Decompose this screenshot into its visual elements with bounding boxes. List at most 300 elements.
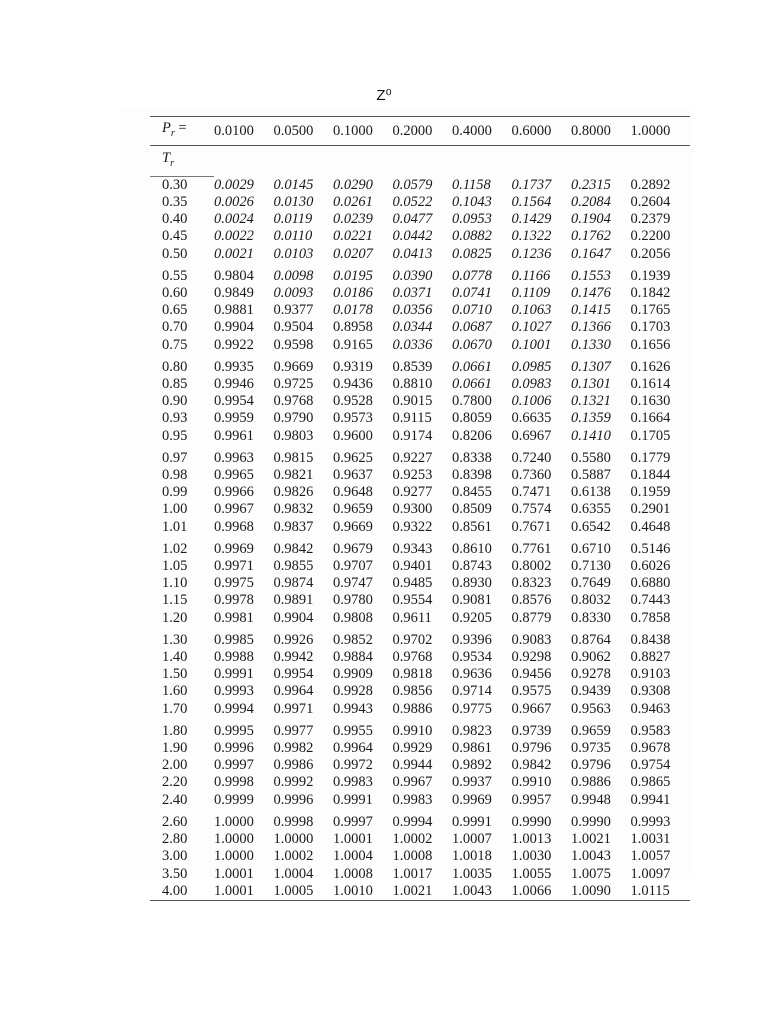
z-value-cell: 0.0710 [451,302,492,319]
z-value-cell: 0.0882 [451,228,492,245]
z-value-cell: 0.8330 [570,609,611,626]
compressibility-factor-table [150,116,690,901]
z-value-cell: 0.9300 [392,501,433,518]
z-value-cell: 0.0336 [392,336,433,353]
z-value-cell: 0.9856 [392,683,433,700]
z-value-cell: 0.1705 [630,427,671,444]
table-row [150,302,690,319]
z-value-cell: 0.9972 [332,757,373,774]
z-value-cell: 0.9679 [332,540,373,557]
z-value-cell: 0.0344 [392,319,433,336]
z-value-cell: 1.0043 [452,883,512,901]
z-value-cell: 0.1762 [570,228,611,245]
z-value-cell: 0.0290 [332,176,373,193]
z-value-cell: 0.8810 [392,376,433,393]
z-value-cell: 0.0442 [392,228,433,245]
z-value-cell: 0.1366 [570,319,611,336]
z-value-cell: 0.9994 [392,813,433,830]
z-value-cell: 0.9528 [332,393,373,410]
z-value-cell: 1.0007 [451,831,492,848]
z-value-cell: 0.9714 [451,683,492,700]
z-value-cell: 0.8610 [451,540,492,557]
z-value-cell: 0.9842 [511,757,552,774]
z-value-cell: 0.9768 [392,649,433,666]
page-title: Z⁰ [376,87,392,104]
z-value-cell: 1.0002 [392,831,433,848]
tr-value-cell: 0.99 [162,484,188,501]
z-value-cell: 1.0018 [451,848,492,865]
z-value-cell: 1.0004 [332,848,373,865]
z-value-cell: 0.9978 [213,592,254,609]
tr-value-cell: 1.02 [162,540,188,557]
z-value-cell: 1.0001 [213,865,254,882]
z-value-cell: 0.0261 [332,193,373,210]
z-value-cell: 0.9991 [213,666,254,683]
z-value-cell: 0.0953 [451,211,492,228]
table-row [150,809,690,831]
z-value-cell: 0.9821 [273,467,314,484]
z-value-cell: 0.7858 [630,609,671,626]
z-value-cell: 0.0103 [273,245,314,262]
z-value-cell: 0.9928 [332,683,373,700]
z-value-cell: 0.9892 [451,757,492,774]
z-value-cell: 0.1307 [570,358,611,375]
z-value-cell: 0.9573 [332,410,373,427]
tr-value-cell: 0.35 [162,193,188,210]
z-value-cell: 0.9439 [570,683,611,700]
tr-value-cell: 1.40 [162,649,188,666]
tr-value-cell: 0.70 [162,319,188,336]
tr-value-cell: 1.15 [162,592,188,609]
z-value-cell: 0.9319 [332,358,373,375]
z-value-cell: 0.9998 [213,774,254,791]
z-value-cell: 0.7649 [570,575,611,592]
z-value-cell: 0.8539 [392,358,433,375]
tr-header-row [150,145,690,176]
z-value-cell: 0.0371 [392,285,433,301]
tr-value-cell: 1.70 [162,700,188,717]
tr-value-cell: 1.10 [162,575,188,592]
tr-value-cell: 0.90 [162,393,188,410]
tr-value-cell: 4.00 [150,883,214,901]
z-value-cell: 0.9735 [570,740,611,757]
tr-value-cell: 0.30 [162,176,188,193]
z-value-cell: 0.9964 [273,683,314,700]
z-value-cell: 0.9702 [392,631,433,648]
tr-value-cell: 0.55 [162,267,188,284]
z-value-cell: 0.9804 [213,267,254,284]
z-value-cell: 0.6542 [570,518,611,535]
tr-value-cell: 3.00 [162,848,188,865]
table-row [150,445,690,467]
z-value-cell: 0.9997 [213,757,254,774]
tr-symbol: T [162,149,171,166]
pr-value-header: 0.0500 [273,117,333,146]
tr-value-cell: 0.60 [162,285,188,301]
z-value-cell: 0.1664 [630,410,671,427]
z-value-cell: 0.9463 [630,700,671,717]
z-value-cell: 0.7471 [511,484,552,501]
z-value-cell: 0.8002 [511,558,552,575]
z-value-cell: 0.0024 [213,211,254,228]
z-value-cell: 0.1043 [451,193,492,210]
z-value-cell: 0.9986 [273,757,314,774]
z-value-cell: 0.7240 [511,449,552,466]
tr-value-cell: 1.60 [162,683,188,700]
z-value-cell: 0.9944 [392,757,433,774]
z-value-cell: 0.9997 [332,813,373,830]
z-value-cell: 0.9910 [392,722,433,739]
z-value-cell: 0.9935 [213,358,254,375]
z-value-cell: 0.9648 [332,484,373,501]
z-value-cell: 0.1322 [511,228,552,245]
z-value-cell: 0.1330 [570,336,611,353]
z-value-cell: 0.9975 [213,575,254,592]
tr-value-cell: 1.05 [162,558,188,575]
z-value-cell: 0.9396 [451,631,492,648]
z-value-cell: 1.0008 [332,865,373,882]
z-value-cell: 0.9965 [213,467,254,484]
z-value-cell: 0.5146 [630,540,671,557]
z-value-cell: 0.9343 [392,540,433,557]
z-value-cell: 0.9941 [630,791,671,808]
table-row [150,410,690,427]
z-value-cell: 0.9803 [273,427,314,444]
z-value-cell: 0.8958 [332,319,373,336]
z-value-cell: 0.9959 [213,410,254,427]
z-value-cell: 0.9991 [451,813,492,830]
table-row [150,718,690,740]
z-value-cell: 1.0017 [392,865,433,882]
z-value-cell: 0.9884 [332,649,373,666]
z-value-cell: 0.9971 [213,558,254,575]
pr-symbol: P [162,120,171,136]
z-value-cell: 1.0066 [511,883,571,901]
tr-subscript: r [170,157,174,169]
z-value-cell: 1.0021 [392,883,452,901]
z-value-cell: 0.9115 [392,410,432,427]
z-value-cell: 0.1626 [630,358,671,375]
z-value-cell: 0.9832 [273,501,314,518]
z-value-cell: 1.0090 [571,883,631,901]
z-value-cell: 0.9996 [213,740,254,757]
z-value-cell: 0.6880 [630,575,671,592]
tr-label [150,145,214,176]
z-value-cell: 0.8438 [630,631,671,648]
z-value-cell: 0.9969 [451,791,492,808]
z-value-cell: 0.8509 [451,501,492,518]
z-value-cell: 0.9946 [213,376,254,393]
z-value-cell: 1.0002 [273,848,314,865]
pr-value-header: 0.8000 [571,117,631,146]
z-value-cell: 0.9669 [332,518,373,535]
z-value-cell: 0.9485 [392,575,433,592]
z-value-cell: 0.6710 [570,540,611,557]
z-value-cell: 0.9852 [332,631,373,648]
table-row [150,649,690,666]
z-value-cell: 0.0119 [273,211,313,228]
z-value-cell: 0.9943 [332,700,373,717]
table-row [150,848,690,865]
table-row [150,263,690,285]
z-value-cell: 1.0010 [333,883,393,901]
z-value-cell: 0.9968 [213,518,254,535]
z-value-cell: 1.0001 [332,831,373,848]
pr-value-header: 0.4000 [452,117,512,146]
z-value-cell: 0.0522 [392,193,433,210]
z-value-cell: 0.0985 [511,358,552,375]
tr-value-cell: 2.40 [162,791,188,808]
z-value-cell: 0.9990 [511,813,552,830]
z-value-cell: 0.8323 [511,575,552,592]
table-row [150,519,690,536]
z-value-cell: 0.0390 [392,267,433,284]
table-row [150,740,690,757]
z-value-cell: 0.9837 [273,518,314,535]
z-value-cell: 0.9583 [630,722,671,739]
z-value-cell: 0.9554 [392,592,433,609]
z-value-cell: 0.8338 [451,449,492,466]
z-value-cell: 0.1703 [630,319,671,336]
z-value-cell: 0.9886 [570,774,611,791]
z-value-cell: 1.0035 [451,865,492,882]
z-value-cell: 0.9964 [332,740,373,757]
z-value-cell: 0.9937 [451,774,492,791]
z-value-cell: 0.0195 [332,267,373,284]
tr-value-cell: 0.50 [162,245,188,262]
z-value-cell: 0.0130 [273,193,314,210]
z-value-cell: 0.9747 [332,575,373,592]
z-value-cell: 0.9436 [332,376,373,393]
z-value-cell: 0.2056 [630,245,671,262]
z-value-cell: 0.9308 [630,683,671,700]
table-row [150,666,690,683]
z-value-cell: 0.9967 [213,501,254,518]
table-row [150,592,690,609]
z-value-cell: 1.0001 [214,883,274,901]
z-value-cell: 0.9790 [273,410,314,427]
z-value-cell: 0.9865 [630,774,671,791]
z-value-cell: 0.0579 [392,176,433,193]
z-value-cell: 0.0778 [451,267,492,284]
z-value-cell: 0.9891 [273,592,314,609]
z-value-cell: 0.9669 [273,358,314,375]
z-value-cell: 0.2200 [630,228,671,245]
z-value-cell: 0.1415 [570,302,611,319]
z-value-cell: 0.9456 [511,666,552,683]
z-value-cell: 1.0008 [392,848,433,865]
z-value-cell: 0.9796 [511,740,552,757]
z-value-cell: 0.1006 [511,393,552,410]
z-value-cell: 0.1765 [630,302,671,319]
z-value-cell: 1.0043 [570,848,611,865]
z-value-cell: 0.9725 [273,376,314,393]
z-value-cell: 1.0000 [213,831,254,848]
z-value-cell: 0.9929 [392,740,433,757]
tr-value-cell: 1.80 [162,722,188,739]
z-value-cell: 0.9826 [273,484,314,501]
z-value-cell: 0.9983 [332,774,373,791]
z-value-cell: 0.1842 [630,285,671,301]
z-value-cell: 0.9062 [570,649,611,666]
table-row [150,428,690,445]
z-value-cell: 0.9963 [213,449,254,466]
z-value-cell: 0.1939 [630,267,671,284]
z-value-cell: 0.9957 [511,791,552,808]
z-value-cell: 0.1359 [570,410,611,427]
z-value-cell: 0.0356 [392,302,433,319]
z-value-cell: 0.2084 [570,193,611,210]
z-value-cell: 0.2315 [570,176,611,193]
table-row [150,211,690,228]
table-row [150,393,690,410]
tr-value-cell: 0.40 [162,211,188,228]
z-value-cell: 0.2379 [630,211,671,228]
table-row [150,376,690,393]
z-value-cell: 0.9780 [332,592,373,609]
tr-value-cell: 1.50 [162,666,188,683]
z-value-cell: 0.9401 [392,558,433,575]
table-row [150,558,690,575]
pr-header-row [150,117,690,146]
z-value-cell: 0.9967 [392,774,433,791]
z-value-cell: 0.1904 [570,211,611,228]
z-value-cell: 0.9966 [213,484,254,501]
z-value-cell: 0.5887 [570,467,611,484]
z-value-cell: 0.8576 [511,592,552,609]
z-value-cell: 0.8827 [630,649,671,666]
table-row [150,757,690,774]
z-value-cell: 0.9955 [332,722,373,739]
z-value-cell: 0.1410 [570,427,611,444]
tr-value-cell: 0.97 [162,449,188,466]
z-value-cell: 0.6967 [511,427,552,444]
z-value-cell: 0.9298 [511,649,552,666]
z-value-cell: 0.0145 [273,176,314,193]
tr-value-cell: 2.60 [162,813,188,830]
tr-value-cell: 0.80 [162,358,188,375]
table-row [150,484,690,501]
z-value-cell: 0.9942 [273,649,314,666]
z-value-cell: 0.9990 [570,813,611,830]
z-value-cell: 0.9904 [273,609,314,626]
z-value-cell: 0.9625 [332,449,373,466]
z-value-cell: 0.9377 [273,302,314,319]
table-row [150,337,690,354]
z-value-cell: 0.8779 [511,609,552,626]
z-value-cell: 0.9977 [273,722,314,739]
z-value-cell: 0.9754 [630,757,671,774]
z-value-cell: 0.9563 [570,700,611,717]
z-value-cell: 0.2892 [630,176,671,193]
tr-value-cell: 3.50 [162,865,188,882]
z-value-cell: 0.6355 [570,501,611,518]
z-value-cell: 0.2604 [630,193,671,210]
z-value-cell: 0.0825 [451,245,492,262]
table-row [150,194,690,211]
z-value-cell: 0.1109 [511,285,551,301]
z-value-cell: 0.1166 [511,267,551,284]
z-value-cell: 1.0013 [511,831,552,848]
z-value-cell: 0.9277 [392,484,433,501]
z-value-cell: 0.9849 [213,285,254,301]
z-value-cell: 0.9575 [511,683,552,700]
z-value-cell: 0.8561 [451,518,492,535]
z-value-cell: 1.0031 [630,831,671,848]
tr-value-cell: 2.20 [162,774,188,791]
z-value-cell: 0.9996 [273,791,314,808]
table-body [150,176,690,900]
z-value-cell: 0.0670 [451,336,492,353]
pr-value-header: 0.6000 [511,117,571,146]
z-value-cell: 0.9886 [392,700,433,717]
z-value-cell: 0.1027 [511,319,552,336]
z-value-cell: 0.7360 [511,467,552,484]
z-value-cell: 0.1656 [630,336,671,353]
z-value-cell: 0.9993 [630,813,671,830]
z-value-cell: 0.0983 [511,376,552,393]
z-value-cell: 0.0477 [392,211,433,228]
tr-value-cell: 1.20 [162,609,188,626]
z-value-cell: 1.0021 [570,831,611,848]
table-row [150,176,690,194]
z-value-cell: 0.1429 [511,211,552,228]
z-value-cell: 0.9598 [273,336,314,353]
z-value-cell: 0.0186 [332,285,373,301]
tr-value-cell: 0.85 [162,376,188,393]
table-row [150,792,690,809]
z-value-cell: 0.9948 [570,791,611,808]
z-value-cell: 0.7130 [570,558,611,575]
z-value-cell: 0.1630 [630,393,671,410]
z-value-cell: 0.1564 [511,193,552,210]
z-value-cell: 0.8930 [451,575,492,592]
table-row [150,610,690,627]
table-row [150,683,690,700]
z-value-cell: 1.0030 [511,848,552,865]
z-value-cell: 0.0029 [213,176,254,193]
z-value-cell: 0.9983 [392,791,433,808]
table-row [150,701,690,718]
tr-value-cell: 0.95 [162,427,188,444]
z-value-cell: 0.7574 [511,501,552,518]
z-value-cell: 0.8398 [451,467,492,484]
z-value-cell: 0.8206 [451,427,492,444]
z-value-cell: 0.1647 [570,245,611,262]
z-value-cell: 0.9971 [273,700,314,717]
z-value-cell: 0.9981 [213,609,254,626]
z-value-cell: 0.9904 [213,319,254,336]
z-value-cell: 0.1737 [511,176,552,193]
z-value-cell: 0.9659 [570,722,611,739]
tr-value-cell: 1.00 [162,501,188,518]
z-value-cell: 0.8764 [570,631,611,648]
z-value-cell: 0.1476 [570,285,611,301]
z-value-cell: 0.9678 [630,740,671,757]
z-value-cell: 0.9961 [213,427,254,444]
z-value-cell: 0.0021 [213,245,254,262]
table-row [150,883,690,901]
z-value-cell: 0.8455 [451,484,492,501]
table-row [150,467,690,484]
table-row [150,228,690,245]
z-value-cell: 0.9926 [273,631,314,648]
z-value-cell: 0.9103 [630,666,671,683]
z-value-cell: 0.9995 [213,722,254,739]
tr-value-cell: 1.01 [162,518,188,535]
z-value-cell: 0.9534 [451,649,492,666]
z-value-cell: 0.9768 [273,393,314,410]
